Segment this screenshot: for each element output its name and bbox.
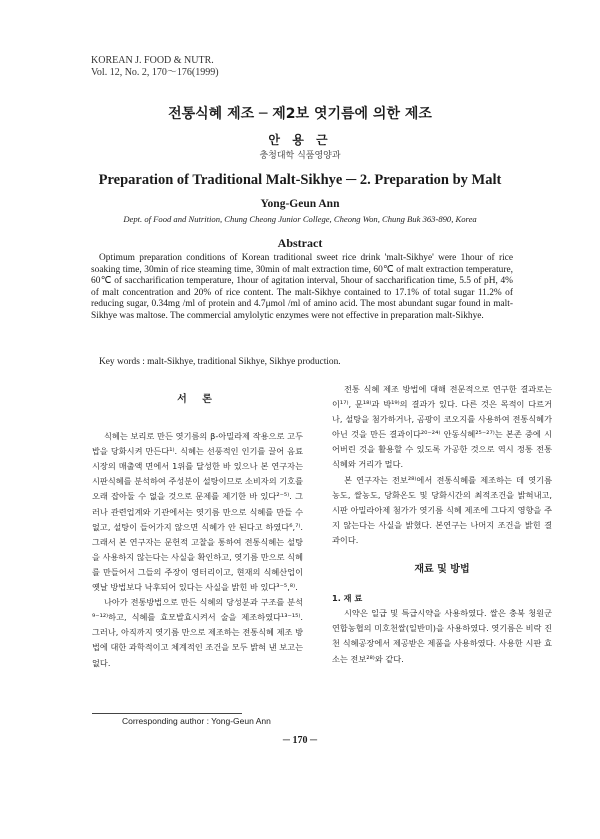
page-number: ─ 170 ─ — [282, 735, 318, 746]
footnote-divider — [92, 713, 242, 714]
title-korean: 전통식혜 제조 ─ 제2보 엿기름에 의한 제조 — [168, 106, 432, 122]
intro-paragraph-2: 나아가 전통방법으로 만든 식혜의 당성분과 구조를 분석⁹⁻¹²⁾하고, 식혜를 효모발효시켜서 술을 제조하였다¹³⁻¹⁵⁾. 그러나, 아직까지 엿기름 만으로 제조하는 전통식혜 제조 방법에 대한 과학적이고 체계적인 조건을 모두 밝혀 낸 보고는 없다. — [92, 597, 303, 668]
intro-paragraph-3: 전통 식혜 제조 방법에 대해 전문적으로 연구한 결과로는 이¹⁷⁾, 문¹⁸⁾과 박¹⁹⁾의 결과가 있다. 다른 것은 목적이 다르거나, 설탕을 첨가하거나, 곰팡이 코오지를 사용하여 전통식혜가 아닌 것을 만든 결과이다²⁰⁻²⁴⁾ 안동식혜²⁵⁻²⁷⁾는 본존 중에 시어버린 것을 활용할 수 있도록 가공한 것으로 역시 정통 전통식혜와 거리가 멀다. — [332, 384, 552, 470]
affiliation-korean: 충청대학 식품영양과 — [259, 151, 341, 161]
journal-volume: Vol. 12, No. 2, 170～176(1999) — [91, 67, 219, 78]
materials-paragraph: 시약은 일급 및 특급시약을 사용하였다. 쌀은 충북 청원군 연합농협의 미호천쌀(일반미)을 사용하였다. 엿기름은 비락 진천 식혜공장에서 제공받은 제품을 사용하였다. 사용한 시판 효소는 전보²⁸⁾와 같다. — [332, 608, 552, 664]
abstract-text: Optimum preparation conditions of Korean traditional sweet rice drink 'malt-Sikhye' were 1hour of rice soaking time, 30min of rice steaming time, 30min of malt extraction time, 60℃ of malt extraction temperature, 60℃ of saccharification temperature, 1hour of agitation interval, 5hour of saccharification time, 5.5 of pH, 4% of malt concentration and 20% of rice content. The malt-Sikhye contained to 17.1% of total sugar 11.2% of reducing sugar, 0.34mg /ml of protein and 4.7μmol /ml of amino acid. The most abundant sugar found in malt-Sikhye was maltose. The commercial amylolytic enzymes were not effective in preparation malt-Sikhye. — [91, 253, 513, 321]
author-english: Yong-Geun Ann — [260, 198, 340, 210]
left-column — [92, 382, 303, 671]
abstract-heading: Abstract — [277, 236, 323, 250]
intro-paragraph-4: 본 연구자는 전보²⁸⁾에서 전통식혜를 제조하는 데 엿기름 농도, 쌀농도, 당화온도 및 당화시간의 최적조건을 밝혀내고, 시판 아밀라아제 첨가가 엿기름 식혜 제조에 그다지 영향을 주지 않는다는 사실을 밝혔다. 본연구는 나머지 조건을 밝힌 결과이다. — [332, 474, 552, 545]
author-korean: 안 용 근 — [268, 133, 332, 147]
title-english: Preparation of Traditional Malt-Sikhye ─ 2. Preparation by Malt — [98, 172, 502, 188]
keywords: Key words : malt-Sikhye, traditional Sikhye, Sikhye production. — [99, 357, 341, 367]
journal-header — [91, 55, 219, 79]
section-heading-introduction: 서 론 — [177, 394, 218, 405]
journal-name: KOREAN J. FOOD & NUTR. — [91, 55, 214, 66]
affiliation-english: Dept. of Food and Nutrition, Chung Cheong Junior College, Cheong Won, Chung Buk 363-890, Korea — [123, 214, 477, 224]
abstract-body — [91, 253, 513, 323]
footnote-corresponding-author: Corresponding author : Yong-Geun Ann — [122, 716, 271, 726]
subsection-materials: 1. 재 료 — [332, 593, 363, 604]
section-heading-methods: 재료 및 방법 — [414, 564, 470, 576]
intro-paragraph-1: 식혜는 보리로 만든 엿기름의 β-아밀라제 작용으로 고두밥을 당화시켜 만든다¹⁾. 식혜는 선풍적인 인기를 끌어 음료시장의 매출액 면에서 1위를 달성한 바 있으나 본 연구자는 시판식혜를 분석하여 주성분이 설탕이므로 소비자의 기호를 오래 잡아둘 수 없을 것으로 문제를 제기한 바 있다²⁻⁵⁾. 그러나 관련업계와 기관에서는 엿기름 만으로 식혜를 만들 수 없고, 설탕이 들어가지 않으면 식혜가 안 된다고 하였다⁶,⁷⁾. 그래서 본 연구자는 문헌적 고찰을 통하여 전통식혜는 설탕을 사용하지 않는다는 사실을 확인하고, 엿기름 만으로 식혜를 만들어서 그들의 주장이 영터리이고, 현재의 식혜산업이 옛날 방법보다 낙후되어 있다는 사실을 밝힌 바 있다³⁻⁵,⁸⁾. — [92, 431, 303, 593]
right-column — [332, 382, 552, 667]
